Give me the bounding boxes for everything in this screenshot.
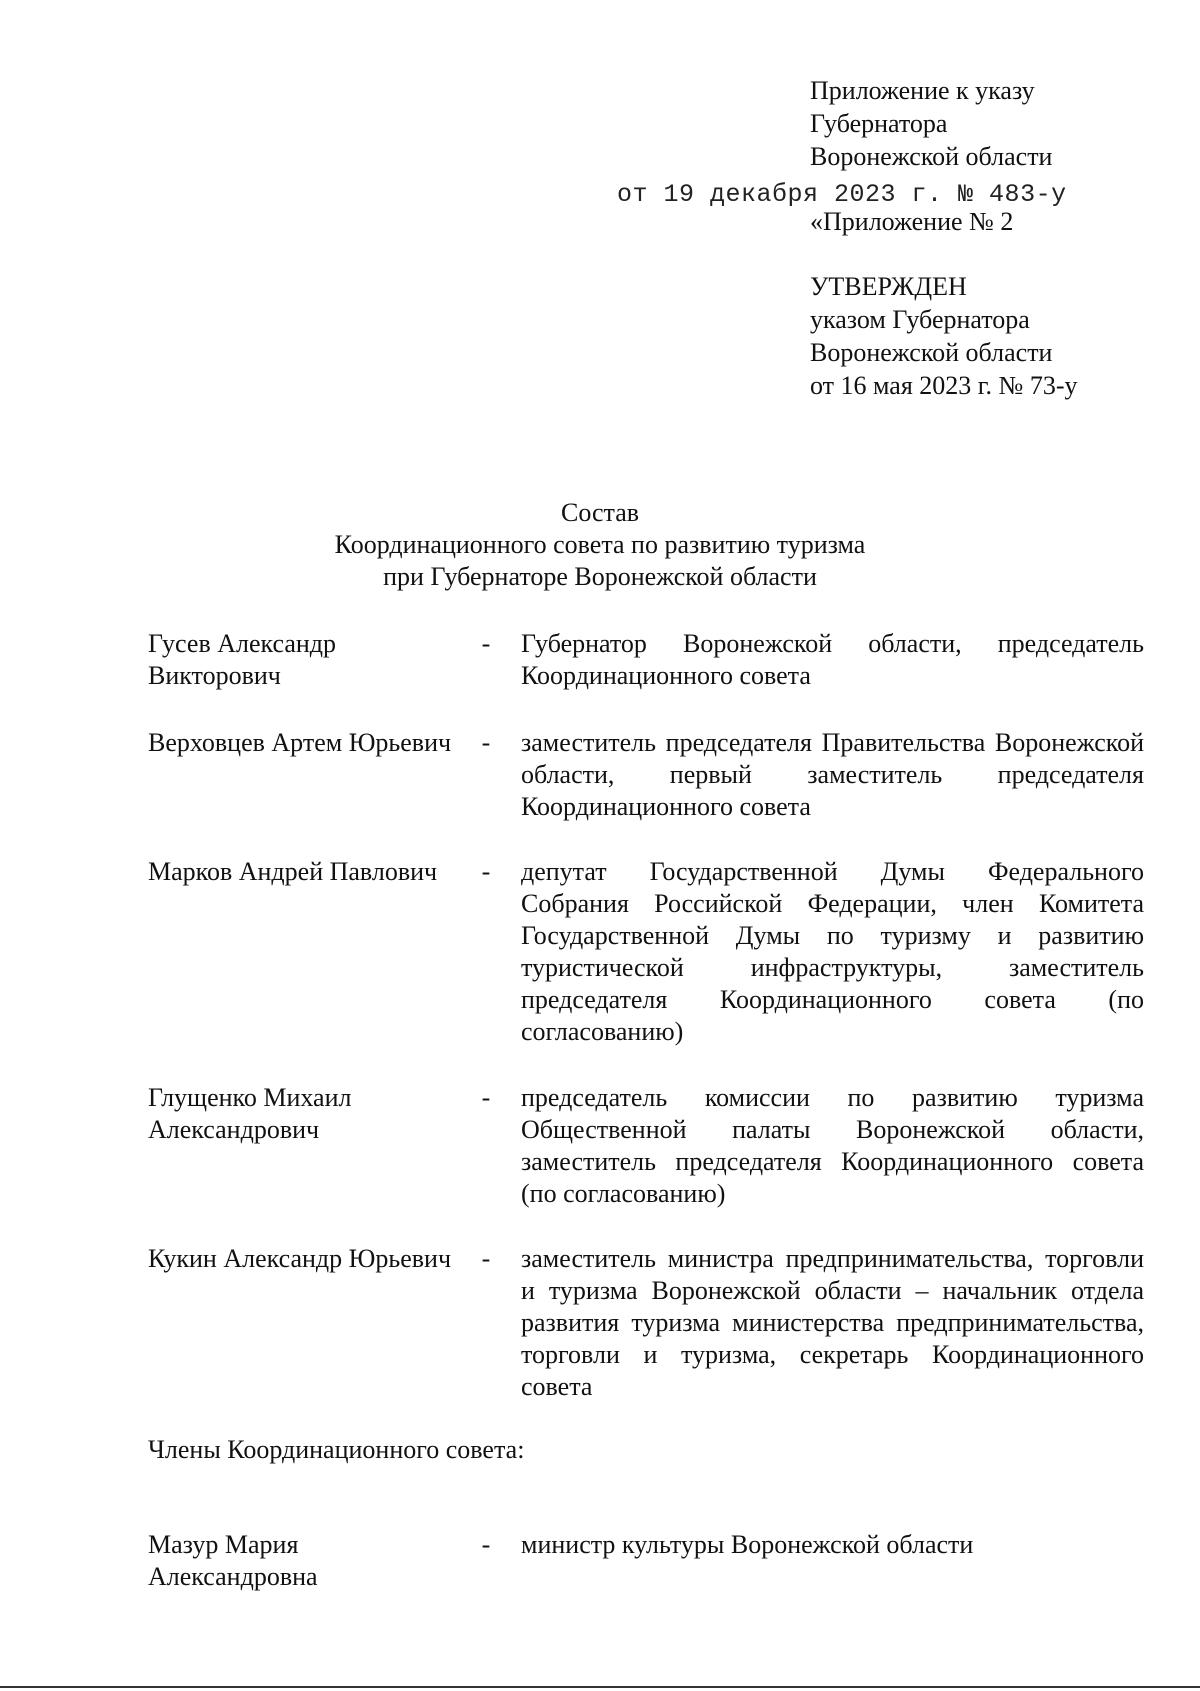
approved-line-4: от 16 мая 2023 г. № 73-у — [810, 371, 1078, 400]
member-dash: - — [481, 857, 491, 886]
annex-line-3: Воронежской области — [810, 142, 1053, 171]
member-role: депутат Государственной Думы Федерального Собрания Российской Федерации, член Комитета Государственной Думы по туризму и развитию туристической инфраструктуры, заместитель председателя Координационного совета (по согласованию) — [521, 857, 1144, 1046]
member-name: Кукин Александр Юрьевич — [148, 1244, 452, 1273]
document-title — [0, 497, 1200, 593]
page-bottom-rule — [0, 1686, 1200, 1688]
member-name: Гусев Александр Викторович — [148, 629, 337, 690]
title-line-1: Состав — [560, 498, 640, 527]
member-name: Верховцев Артем Юрьевич — [148, 728, 452, 757]
member-dash: - — [481, 1083, 491, 1112]
member-role: заместитель председателя Правительства Воронежской области, первый заместитель председателя Координационного совета — [521, 728, 1144, 821]
member-dash: - — [481, 728, 491, 757]
member-role: председатель комиссии по развитию туризма Общественной палаты Воронежской области, заместитель председателя Координационного совета (по согласованию) — [521, 1083, 1144, 1208]
annex-2-header — [810, 205, 1013, 238]
member-dash: - — [481, 1530, 491, 1559]
member-dash: - — [481, 1244, 491, 1273]
council-members-heading: Члены Координационного совета: — [148, 1435, 525, 1464]
annex-line-2: Губернатора — [810, 109, 948, 138]
member-name: Марков Андрей Павлович — [148, 857, 438, 886]
title-line-2: Координационного совета по развитию туризма — [334, 530, 866, 559]
approved-line-2: указом Губернатора — [810, 305, 1030, 334]
decree-date-stamp: от 19 декабря 2023 г. № 483-у — [617, 180, 1067, 209]
approved-header — [810, 270, 1078, 402]
member-dash: - — [481, 629, 491, 658]
annex-header — [810, 74, 1052, 173]
annex-2-line-1: «Приложение № 2 — [810, 207, 1014, 236]
member-role: заместитель министра предпринимательства, торговли и туризма Воронежской области – начальник отдела развития туризма министерства предпринимательства, торговли и туризма, секретарь Координационного совета — [521, 1244, 1144, 1401]
approved-line-1: УТВЕРЖДЕН — [810, 272, 967, 301]
annex-line-1: Приложение к указу — [810, 76, 1035, 105]
title-line-3: при Губернаторе Воронежской области — [383, 562, 817, 591]
member-name: Мазур Мария Александровна — [148, 1530, 318, 1591]
approved-line-3: Воронежской области — [810, 338, 1053, 367]
member-name: Глущенко Михаил Александрович — [148, 1083, 352, 1144]
member-role: министр культуры Воронежской области — [521, 1530, 974, 1559]
member-role: Губернатор Воронежской области, председатель Координационного совета — [521, 629, 1144, 690]
